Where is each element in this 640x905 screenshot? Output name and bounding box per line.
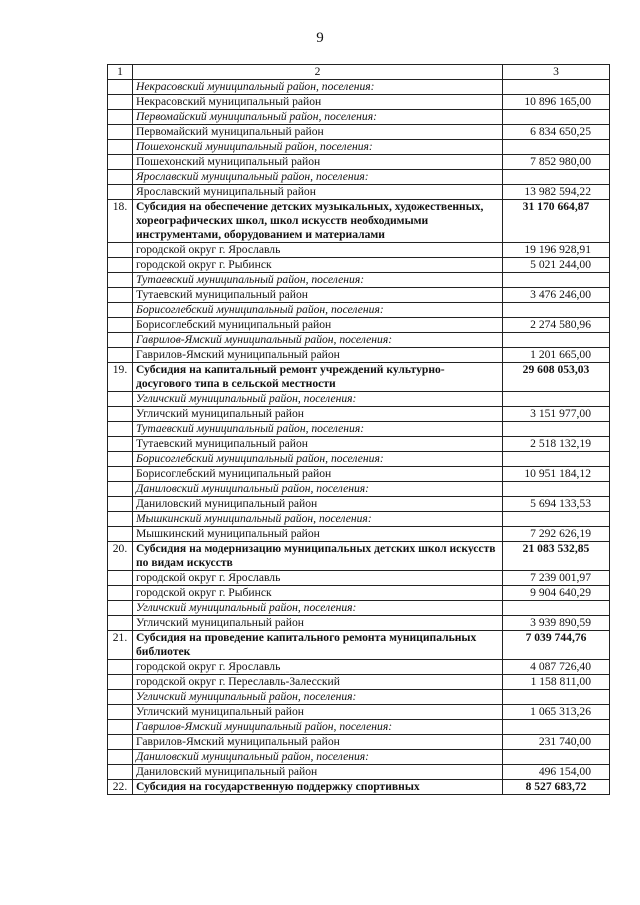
- row-value: [503, 80, 610, 95]
- row-number: [108, 735, 133, 750]
- row-value: 19 196 928,91: [503, 243, 610, 258]
- row-name: Ярославский муниципальный район, поселения:: [133, 170, 503, 185]
- row-value: 1 158 811,00: [503, 675, 610, 690]
- table-row: [108, 765, 610, 780]
- row-number: [108, 750, 133, 765]
- row-name: Субсидия на государственную поддержку спортивных: [133, 780, 503, 795]
- row-number: [108, 333, 133, 348]
- row-number: [108, 303, 133, 318]
- table-row: [108, 288, 610, 303]
- row-number: [108, 407, 133, 422]
- row-name: городской округ г. Рыбинск: [133, 586, 503, 601]
- row-value: 8 527 683,72: [503, 780, 610, 795]
- row-number: [108, 660, 133, 675]
- row-number: [108, 155, 133, 170]
- row-name: городской округ г. Ярославль: [133, 571, 503, 586]
- row-value: 1 201 665,00: [503, 348, 610, 363]
- row-value: 7 239 001,97: [503, 571, 610, 586]
- district-group-row: [108, 392, 610, 407]
- row-number: [108, 690, 133, 705]
- table-row: [108, 185, 610, 200]
- table-row: [108, 95, 610, 110]
- row-name: Борисоглебский муниципальный район: [133, 467, 503, 482]
- district-group-row: [108, 140, 610, 155]
- row-name: Даниловский муниципальный район, поселения:: [133, 750, 503, 765]
- row-value: 3 151 977,00: [503, 407, 610, 422]
- row-number: [108, 110, 133, 125]
- row-number: 20.: [108, 542, 133, 571]
- row-number: [108, 288, 133, 303]
- district-group-row: [108, 170, 610, 185]
- table-row: [108, 675, 610, 690]
- row-name: Даниловский муниципальный район: [133, 497, 503, 512]
- row-name: городской округ г. Ярославль: [133, 243, 503, 258]
- row-value: 4 087 726,40: [503, 660, 610, 675]
- row-number: [108, 601, 133, 616]
- row-value: 7 852 980,00: [503, 155, 610, 170]
- row-number: [108, 616, 133, 631]
- row-number: 22.: [108, 780, 133, 795]
- row-value: 7 039 744,76: [503, 631, 610, 660]
- row-name: Борисоглебский муниципальный район, поселения:: [133, 303, 503, 318]
- row-value: 7 292 626,19: [503, 527, 610, 542]
- table-row: [108, 616, 610, 631]
- row-name: Угличский муниципальный район: [133, 407, 503, 422]
- row-name: городской округ г. Рыбинск: [133, 258, 503, 273]
- row-value: 10 951 184,12: [503, 467, 610, 482]
- district-group-row: [108, 601, 610, 616]
- row-name: Тутаевский муниципальный район: [133, 437, 503, 452]
- row-name: Даниловский муниципальный район, поселения:: [133, 482, 503, 497]
- table-row: [108, 467, 610, 482]
- district-group-row: [108, 512, 610, 527]
- table-row: [108, 586, 610, 601]
- row-name: городской округ г. Переславль-Залесский: [133, 675, 503, 690]
- table-row: [108, 125, 610, 140]
- district-group-row: [108, 422, 610, 437]
- row-value: [503, 392, 610, 407]
- page-number: 9: [316, 30, 324, 46]
- table-row: [108, 735, 610, 750]
- row-value: [503, 333, 610, 348]
- row-number: [108, 170, 133, 185]
- row-number: [108, 80, 133, 95]
- district-group-row: [108, 750, 610, 765]
- row-value: [503, 482, 610, 497]
- district-group-row: [108, 303, 610, 318]
- row-name: Первомайский муниципальный район: [133, 125, 503, 140]
- row-value: 6 834 650,25: [503, 125, 610, 140]
- row-value: [503, 422, 610, 437]
- row-name: городской округ г. Ярославль: [133, 660, 503, 675]
- row-value: 5 021 244,00: [503, 258, 610, 273]
- table-row: [108, 407, 610, 422]
- row-value: 31 170 664,87: [503, 200, 610, 243]
- row-value: [503, 170, 610, 185]
- row-number: [108, 720, 133, 735]
- row-name: Угличский муниципальный район, поселения:: [133, 601, 503, 616]
- row-value: [503, 110, 610, 125]
- subsidy-row: [108, 363, 610, 392]
- row-name: Гаврилов-Ямский муниципальный район, поселения:: [133, 333, 503, 348]
- row-number: [108, 392, 133, 407]
- district-group-row: [108, 110, 610, 125]
- row-number: [108, 675, 133, 690]
- table-row: [108, 318, 610, 333]
- row-name: Мышкинский муниципальный район: [133, 527, 503, 542]
- district-group-row: [108, 690, 610, 705]
- subsidy-row: [108, 780, 610, 795]
- header-col-2: 2: [133, 65, 503, 80]
- table-row: [108, 258, 610, 273]
- header-col-3: 3: [503, 65, 610, 80]
- row-name: Борисоглебский муниципальный район, поселения:: [133, 452, 503, 467]
- row-value: [503, 273, 610, 288]
- row-name: Некрасовский муниципальный район, поселения:: [133, 80, 503, 95]
- table-row: [108, 571, 610, 586]
- row-number: [108, 765, 133, 780]
- row-number: 21.: [108, 631, 133, 660]
- subsidy-row: [108, 631, 610, 660]
- row-value: 3 939 890,59: [503, 616, 610, 631]
- row-name: Угличский муниципальный район, поселения:: [133, 690, 503, 705]
- row-name: Тутаевский муниципальный район, поселения:: [133, 273, 503, 288]
- row-value: [503, 303, 610, 318]
- row-name: Субсидия на капитальный ремонт учреждений культурно-досугового типа в сельской местности: [133, 363, 503, 392]
- row-name: Угличский муниципальный район, поселения:: [133, 392, 503, 407]
- row-name: Мышкинский муниципальный район, поселения:: [133, 512, 503, 527]
- row-name: Субсидия на проведение капитального ремонта муниципальных библиотек: [133, 631, 503, 660]
- row-value: [503, 750, 610, 765]
- row-number: [108, 125, 133, 140]
- row-name: Гаврилов-Ямский муниципальный район: [133, 735, 503, 750]
- row-name: Гаврилов-Ямский муниципальный район, поселения:: [133, 720, 503, 735]
- row-name: Гаврилов-Ямский муниципальный район: [133, 348, 503, 363]
- row-name: Пошехонский муниципальный район: [133, 155, 503, 170]
- row-value: 2 274 580,96: [503, 318, 610, 333]
- row-name: Ярославский муниципальный район: [133, 185, 503, 200]
- subsidy-table: [107, 64, 610, 795]
- row-name: Пошехонский муниципальный район, поселения:: [133, 140, 503, 155]
- row-name: Угличский муниципальный район: [133, 616, 503, 631]
- row-value: [503, 690, 610, 705]
- table-row: [108, 705, 610, 720]
- row-value: 5 694 133,53: [503, 497, 610, 512]
- district-group-row: [108, 273, 610, 288]
- row-name: Даниловский муниципальный район: [133, 765, 503, 780]
- row-value: 21 083 532,85: [503, 542, 610, 571]
- district-group-row: [108, 482, 610, 497]
- row-number: [108, 586, 133, 601]
- row-name: Борисоглебский муниципальный район: [133, 318, 503, 333]
- district-group-row: [108, 452, 610, 467]
- row-number: [108, 422, 133, 437]
- row-number: [108, 512, 133, 527]
- row-number: [108, 185, 133, 200]
- row-value: 10 896 165,00: [503, 95, 610, 110]
- district-group-row: [108, 80, 610, 95]
- table-header-row: [108, 65, 610, 80]
- row-name: Угличский муниципальный район: [133, 705, 503, 720]
- row-name: Тутаевский муниципальный район, поселения:: [133, 422, 503, 437]
- row-name: Тутаевский муниципальный район: [133, 288, 503, 303]
- row-value: 29 608 053,03: [503, 363, 610, 392]
- row-number: [108, 571, 133, 586]
- row-number: [108, 140, 133, 155]
- row-number: [108, 482, 133, 497]
- row-number: [108, 527, 133, 542]
- table-row: [108, 243, 610, 258]
- row-value: [503, 512, 610, 527]
- row-number: [108, 452, 133, 467]
- row-value: [503, 720, 610, 735]
- table-row: [108, 348, 610, 363]
- row-number: [108, 467, 133, 482]
- row-number: [108, 243, 133, 258]
- row-value: 231 740,00: [503, 735, 610, 750]
- row-value: 496 154,00: [503, 765, 610, 780]
- table-row: [108, 527, 610, 542]
- row-name: Первомайский муниципальный район, поселения:: [133, 110, 503, 125]
- row-number: [108, 497, 133, 512]
- row-number: 19.: [108, 363, 133, 392]
- row-value: 13 982 594,22: [503, 185, 610, 200]
- row-number: [108, 273, 133, 288]
- row-number: [108, 437, 133, 452]
- row-name: Некрасовский муниципальный район: [133, 95, 503, 110]
- row-value: 3 476 246,00: [503, 288, 610, 303]
- row-value: [503, 140, 610, 155]
- row-number: [108, 95, 133, 110]
- header-col-1: 1: [108, 65, 133, 80]
- row-name: Субсидия на модернизацию муниципальных детских школ искусств по видам искусств: [133, 542, 503, 571]
- district-group-row: [108, 333, 610, 348]
- subsidy-row: [108, 542, 610, 571]
- row-value: [503, 601, 610, 616]
- row-number: [108, 705, 133, 720]
- row-number: [108, 258, 133, 273]
- row-number: [108, 348, 133, 363]
- row-number: [108, 318, 133, 333]
- row-number: 18.: [108, 200, 133, 243]
- subsidy-row: [108, 200, 610, 243]
- row-value: 1 065 313,26: [503, 705, 610, 720]
- district-group-row: [108, 720, 610, 735]
- table-row: [108, 155, 610, 170]
- row-name: Субсидия на обеспечение детских музыкальных, художественных, хореографических школ, школ искусств необходимыми инструментами, оборудованием и материалами: [133, 200, 503, 243]
- table-row: [108, 497, 610, 512]
- row-value: [503, 452, 610, 467]
- row-value: 2 518 132,19: [503, 437, 610, 452]
- table-row: [108, 437, 610, 452]
- row-value: 9 904 640,29: [503, 586, 610, 601]
- table-row: [108, 660, 610, 675]
